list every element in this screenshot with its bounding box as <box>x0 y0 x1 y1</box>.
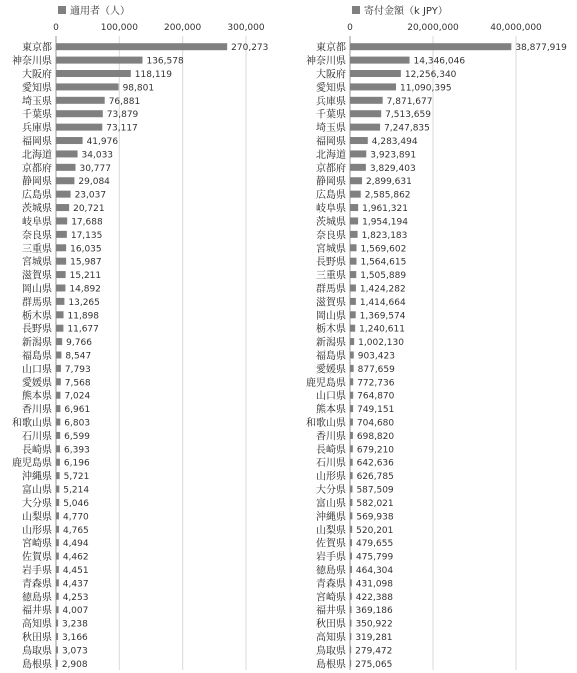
category-label: 宮城県 <box>22 257 52 269</box>
chart-panel-applicants <box>0 0 288 673</box>
category-label: 香川県 <box>22 404 52 416</box>
category-label: 大分県 <box>316 485 346 497</box>
bar <box>350 43 511 50</box>
data-label: 4,770 <box>63 512 89 523</box>
category-label: 東京都 <box>22 42 52 54</box>
category-label: 富山県 <box>316 498 346 510</box>
category-label: 滋賀県 <box>22 270 52 282</box>
bar <box>56 137 83 144</box>
bar <box>56 231 67 238</box>
data-label: 11,677 <box>67 324 99 335</box>
data-label: 279,472 <box>355 646 393 657</box>
bar <box>56 57 142 64</box>
category-label: 広島県 <box>316 190 346 202</box>
category-label: 静岡県 <box>22 176 52 188</box>
category-label: 埼玉県 <box>22 96 52 108</box>
category-label: 群馬県 <box>316 283 346 295</box>
data-label: 14,892 <box>69 284 101 295</box>
data-label: 582,021 <box>356 498 394 509</box>
bar <box>350 553 352 560</box>
bar <box>350 191 361 198</box>
category-label: 熊本県 <box>22 391 52 403</box>
bar <box>56 97 105 104</box>
bar <box>56 217 67 224</box>
data-label: 23,037 <box>74 190 107 201</box>
category-label: 山梨県 <box>22 511 52 523</box>
data-label: 7,871,677 <box>386 96 433 107</box>
category-label: 京都府 <box>316 163 346 175</box>
bar <box>56 633 58 640</box>
bar-chart-donations <box>288 0 577 673</box>
category-label: 大分県 <box>22 498 52 510</box>
category-label: 青森県 <box>316 578 346 590</box>
data-label: 76,881 <box>108 96 141 107</box>
data-label: 764,870 <box>357 391 395 402</box>
data-label: 7,247,835 <box>384 123 430 134</box>
bar <box>350 445 353 452</box>
data-label: 1,240,611 <box>359 324 405 335</box>
bar <box>56 70 131 77</box>
category-label: 大阪府 <box>22 69 52 81</box>
category-label: 鹿児島県 <box>12 458 52 470</box>
legend-label: 寄付金額（k JPY） <box>364 6 448 17</box>
category-label: 神奈川県 <box>12 56 52 68</box>
data-label: 6,393 <box>64 445 90 456</box>
bar <box>56 593 59 600</box>
data-label: 4,253 <box>62 592 89 603</box>
bar <box>56 579 59 586</box>
data-label: 73,117 <box>106 123 138 134</box>
bar <box>56 311 64 318</box>
bar-chart-applicants <box>0 0 288 673</box>
legend-label: 適用者（人） <box>70 6 130 17</box>
data-label: 1,002,130 <box>358 338 404 349</box>
x-tick-label: 100,000 <box>100 23 138 33</box>
category-label: 岡山県 <box>316 310 346 322</box>
bar <box>56 378 61 385</box>
data-label: 17,135 <box>70 230 103 241</box>
category-label: 徳島県 <box>22 592 52 604</box>
category-label: 富山県 <box>22 485 52 497</box>
bar <box>350 633 351 640</box>
data-label: 15,211 <box>69 271 102 282</box>
data-label: 73,879 <box>106 110 139 121</box>
category-label: 三重県 <box>22 243 52 255</box>
category-label: 徳島県 <box>316 565 346 577</box>
bar <box>350 83 396 90</box>
category-label: 神奈川県 <box>306 56 346 68</box>
data-label: 15,987 <box>70 257 102 268</box>
data-label: 1,369,574 <box>359 311 406 322</box>
category-label: 宮崎県 <box>22 538 52 550</box>
bar <box>56 325 63 332</box>
bar <box>350 459 353 466</box>
data-label: 1,954,194 <box>362 217 408 228</box>
category-label: 福岡県 <box>316 136 346 148</box>
data-label: 3,923,891 <box>370 150 417 161</box>
category-label: 福井県 <box>22 605 52 617</box>
data-label: 2,585,862 <box>364 190 411 201</box>
data-label: 4,494 <box>62 539 89 550</box>
data-label: 4,765 <box>63 525 89 536</box>
category-label: 島根県 <box>22 659 52 671</box>
bar <box>350 499 352 506</box>
category-label: 石川県 <box>316 458 346 470</box>
x-tick-label: 200,000 <box>164 23 202 33</box>
x-tick-label: 20,000,000 <box>407 23 459 33</box>
bar <box>350 419 353 426</box>
bar <box>56 392 60 399</box>
bar <box>56 177 74 184</box>
category-label: 三重県 <box>316 270 346 282</box>
data-label: 270,273 <box>231 43 269 54</box>
data-label: 431,098 <box>355 579 394 590</box>
category-label: 千葉県 <box>22 109 52 121</box>
x-tick-label: 40,000,000 <box>490 23 542 33</box>
data-label: 11,898 <box>67 311 100 322</box>
bar <box>350 472 353 479</box>
category-label: 和歌山県 <box>306 418 346 430</box>
category-label: 高知県 <box>22 619 52 631</box>
data-label: 17,688 <box>71 217 103 228</box>
bar <box>56 526 59 533</box>
category-label: 茨城県 <box>22 203 52 215</box>
category-label: 山梨県 <box>316 525 346 537</box>
category-label: 福島県 <box>22 351 52 362</box>
bar <box>56 472 60 479</box>
category-label: 鳥取県 <box>316 645 346 657</box>
bar <box>56 164 75 171</box>
data-label: 319,281 <box>355 632 393 643</box>
category-label: 群馬県 <box>22 297 52 309</box>
bar <box>350 432 353 439</box>
bar <box>350 97 383 104</box>
category-label: 秋田県 <box>22 632 52 644</box>
data-label: 679,210 <box>356 445 395 456</box>
data-label: 587,509 <box>356 485 394 496</box>
bar <box>350 137 368 144</box>
bar <box>56 620 58 627</box>
data-label: 5,214 <box>63 485 90 496</box>
bar <box>350 486 352 493</box>
data-label: 275,065 <box>355 659 393 670</box>
bar <box>56 124 102 131</box>
bar <box>350 231 358 238</box>
category-label: 岡山県 <box>22 283 52 295</box>
data-label: 749,151 <box>357 405 395 416</box>
bar <box>56 338 62 345</box>
data-label: 13,265 <box>68 297 100 308</box>
data-label: 4,007 <box>62 606 89 617</box>
data-label: 7,793 <box>64 364 91 375</box>
bar <box>56 486 59 493</box>
category-label: 佐賀県 <box>22 552 52 564</box>
x-tick-label: 0 <box>53 23 59 33</box>
bar <box>350 311 356 318</box>
category-label: 山形県 <box>316 471 346 483</box>
bar <box>350 258 356 265</box>
category-label: 茨城県 <box>316 216 346 228</box>
bar <box>350 378 353 385</box>
bar <box>56 512 59 519</box>
category-label: 愛媛県 <box>316 364 346 376</box>
data-label: 6,196 <box>63 458 90 469</box>
data-label: 4,283,494 <box>371 137 418 148</box>
bar <box>56 43 227 50</box>
category-label: 東京都 <box>316 42 346 54</box>
bar <box>350 566 352 573</box>
category-label: 島根県 <box>316 659 346 671</box>
bar <box>56 271 66 278</box>
x-tick-label: 0 <box>347 23 353 33</box>
data-label: 698,820 <box>356 431 395 442</box>
category-label: 新潟県 <box>316 337 346 349</box>
bar <box>56 365 61 372</box>
category-label: 岩手県 <box>22 565 52 577</box>
bar <box>350 164 366 171</box>
bar <box>350 338 354 345</box>
category-label: 宮城県 <box>316 243 346 255</box>
data-label: 1,505,889 <box>360 271 407 282</box>
bar <box>56 204 69 211</box>
data-label: 1,564,615 <box>360 257 407 268</box>
category-label: 奈良県 <box>22 230 52 242</box>
data-label: 877,659 <box>357 364 395 375</box>
data-label: 11,090,395 <box>400 83 452 94</box>
data-label: 422,388 <box>355 592 393 603</box>
category-label: 栃木県 <box>316 324 346 336</box>
bar <box>350 57 410 64</box>
category-label: 福井県 <box>316 605 346 617</box>
category-label: 北海道 <box>22 149 52 161</box>
category-label: 山口県 <box>22 364 52 376</box>
category-label: 沖縄県 <box>316 511 346 523</box>
bar <box>350 298 356 305</box>
data-label: 464,304 <box>355 565 394 576</box>
bar <box>350 579 352 586</box>
bar <box>350 512 352 519</box>
bar <box>350 526 352 533</box>
legend-swatch <box>352 6 360 14</box>
bar <box>350 217 358 224</box>
data-label: 16,035 <box>70 244 102 255</box>
legend-donations <box>352 2 448 17</box>
bar <box>350 593 352 600</box>
data-label: 4,462 <box>62 552 89 563</box>
data-label: 1,414,664 <box>359 297 406 308</box>
bar <box>56 553 59 560</box>
bar <box>56 566 59 573</box>
category-label: 滋賀県 <box>316 297 346 309</box>
category-label: 岐阜県 <box>316 203 346 215</box>
category-label: 熊本県 <box>316 404 346 416</box>
bar <box>56 405 60 412</box>
category-label: 愛知県 <box>22 82 52 94</box>
category-label: 長崎県 <box>22 444 52 456</box>
data-label: 1,823,183 <box>361 230 408 241</box>
data-label: 3,238 <box>62 619 88 630</box>
bar <box>350 325 355 332</box>
bar <box>350 539 352 546</box>
category-label: 山形県 <box>22 525 52 537</box>
data-label: 2,908 <box>61 659 88 670</box>
category-label: 福島県 <box>316 351 346 362</box>
legend-swatch <box>58 6 66 14</box>
bar <box>350 352 354 359</box>
bar <box>56 244 66 251</box>
category-label: 佐賀県 <box>316 538 346 550</box>
bar <box>56 284 65 291</box>
category-label: 岩手県 <box>316 552 346 564</box>
data-label: 772,736 <box>357 378 395 389</box>
data-label: 136,578 <box>146 56 184 67</box>
category-label: 栃木県 <box>22 310 52 322</box>
data-label: 7,568 <box>64 378 91 389</box>
data-label: 4,451 <box>62 565 89 576</box>
category-label: 山口県 <box>316 391 346 403</box>
data-label: 12,256,340 <box>404 70 457 81</box>
bar <box>56 191 71 198</box>
category-label: 京都府 <box>22 163 52 175</box>
data-label: 3,073 <box>61 646 88 657</box>
data-label: 479,655 <box>355 539 394 550</box>
data-label: 7,024 <box>64 391 91 402</box>
category-label: 福岡県 <box>22 136 52 148</box>
bar <box>350 620 351 627</box>
bar <box>56 539 59 546</box>
data-label: 6,961 <box>64 405 91 416</box>
data-label: 642,636 <box>356 458 394 469</box>
legend-applicants <box>58 2 130 17</box>
bar <box>350 110 381 117</box>
category-label: 静岡県 <box>316 176 346 188</box>
data-label: 3,166 <box>62 632 88 643</box>
category-label: 高知県 <box>316 632 346 644</box>
bar <box>350 660 351 667</box>
data-label: 626,785 <box>356 472 394 483</box>
data-label: 98,801 <box>122 83 155 94</box>
category-label: 岐阜県 <box>22 216 52 228</box>
data-label: 5,721 <box>63 472 90 483</box>
data-label: 520,201 <box>356 525 394 536</box>
data-label: 30,777 <box>79 163 111 174</box>
bar <box>56 110 103 117</box>
bar <box>56 646 58 653</box>
data-label: 118,119 <box>134 70 173 81</box>
category-label: 千葉県 <box>316 109 346 121</box>
bar <box>350 405 353 412</box>
data-label: 38,877,919 <box>515 43 567 54</box>
bar <box>56 83 119 90</box>
bar <box>350 365 354 372</box>
bar <box>56 258 66 265</box>
data-label: 14,346,046 <box>413 56 466 67</box>
category-label: 兵庫県 <box>22 123 52 135</box>
data-label: 369,186 <box>355 606 393 617</box>
data-label: 569,938 <box>356 512 394 523</box>
bar <box>56 352 61 359</box>
data-label: 8,547 <box>65 351 92 362</box>
data-label: 903,423 <box>357 351 395 362</box>
data-label: 475,799 <box>355 552 394 563</box>
bar <box>56 445 60 452</box>
category-label: 愛知県 <box>316 82 346 94</box>
category-label: 鳥取県 <box>22 645 52 657</box>
data-label: 34,033 <box>81 150 114 161</box>
bar <box>56 499 59 506</box>
bar <box>350 204 358 211</box>
category-label: 宮崎県 <box>316 592 346 604</box>
data-label: 6,599 <box>64 431 90 442</box>
bar <box>350 124 380 131</box>
category-label: 愛媛県 <box>22 377 52 389</box>
data-label: 1,424,282 <box>359 284 406 295</box>
category-label: 長野県 <box>22 324 52 336</box>
data-label: 9,766 <box>66 338 92 349</box>
data-label: 704,680 <box>356 418 395 429</box>
data-label: 6,803 <box>64 418 91 429</box>
x-tick-label: 300,000 <box>227 23 265 33</box>
data-label: 4,437 <box>62 579 89 590</box>
category-label: 埼玉県 <box>316 123 346 135</box>
category-label: 新潟県 <box>22 337 52 349</box>
category-label: 石川県 <box>22 431 52 443</box>
bar <box>350 646 351 653</box>
bar <box>350 70 401 77</box>
bar <box>56 459 60 466</box>
data-label: 350,922 <box>355 619 393 630</box>
category-label: 奈良県 <box>316 230 346 242</box>
bar <box>56 150 78 157</box>
bar <box>56 419 60 426</box>
data-label: 7,513,659 <box>385 110 431 121</box>
bar <box>350 271 356 278</box>
bar <box>56 432 60 439</box>
bar <box>350 284 356 291</box>
category-label: 青森県 <box>22 578 52 590</box>
category-label: 北海道 <box>316 149 346 161</box>
category-label: 香川県 <box>316 431 346 443</box>
bar <box>350 244 357 251</box>
category-label: 沖縄県 <box>22 471 52 483</box>
bar <box>350 150 366 157</box>
category-label: 長野県 <box>316 257 346 269</box>
category-label: 鹿児島県 <box>306 377 346 389</box>
bar <box>56 606 59 613</box>
data-label: 41,976 <box>86 137 119 148</box>
category-label: 秋田県 <box>316 619 346 631</box>
category-label: 和歌山県 <box>12 418 52 430</box>
category-label: 長崎県 <box>316 444 346 456</box>
data-label: 2,899,631 <box>366 177 412 188</box>
chart-panel-donations <box>288 0 577 673</box>
bar <box>350 606 352 613</box>
data-label: 3,829,403 <box>369 163 416 174</box>
bar <box>56 298 64 305</box>
category-label: 兵庫県 <box>316 96 346 108</box>
data-label: 20,721 <box>73 204 105 215</box>
data-label: 5,046 <box>63 498 89 509</box>
bar <box>350 392 353 399</box>
category-label: 広島県 <box>22 190 52 202</box>
data-label: 1,961,321 <box>362 204 408 215</box>
data-label: 29,084 <box>78 177 110 188</box>
bar <box>350 177 362 184</box>
bar <box>56 660 58 667</box>
data-label: 1,569,602 <box>360 244 407 255</box>
category-label: 大阪府 <box>316 69 346 81</box>
